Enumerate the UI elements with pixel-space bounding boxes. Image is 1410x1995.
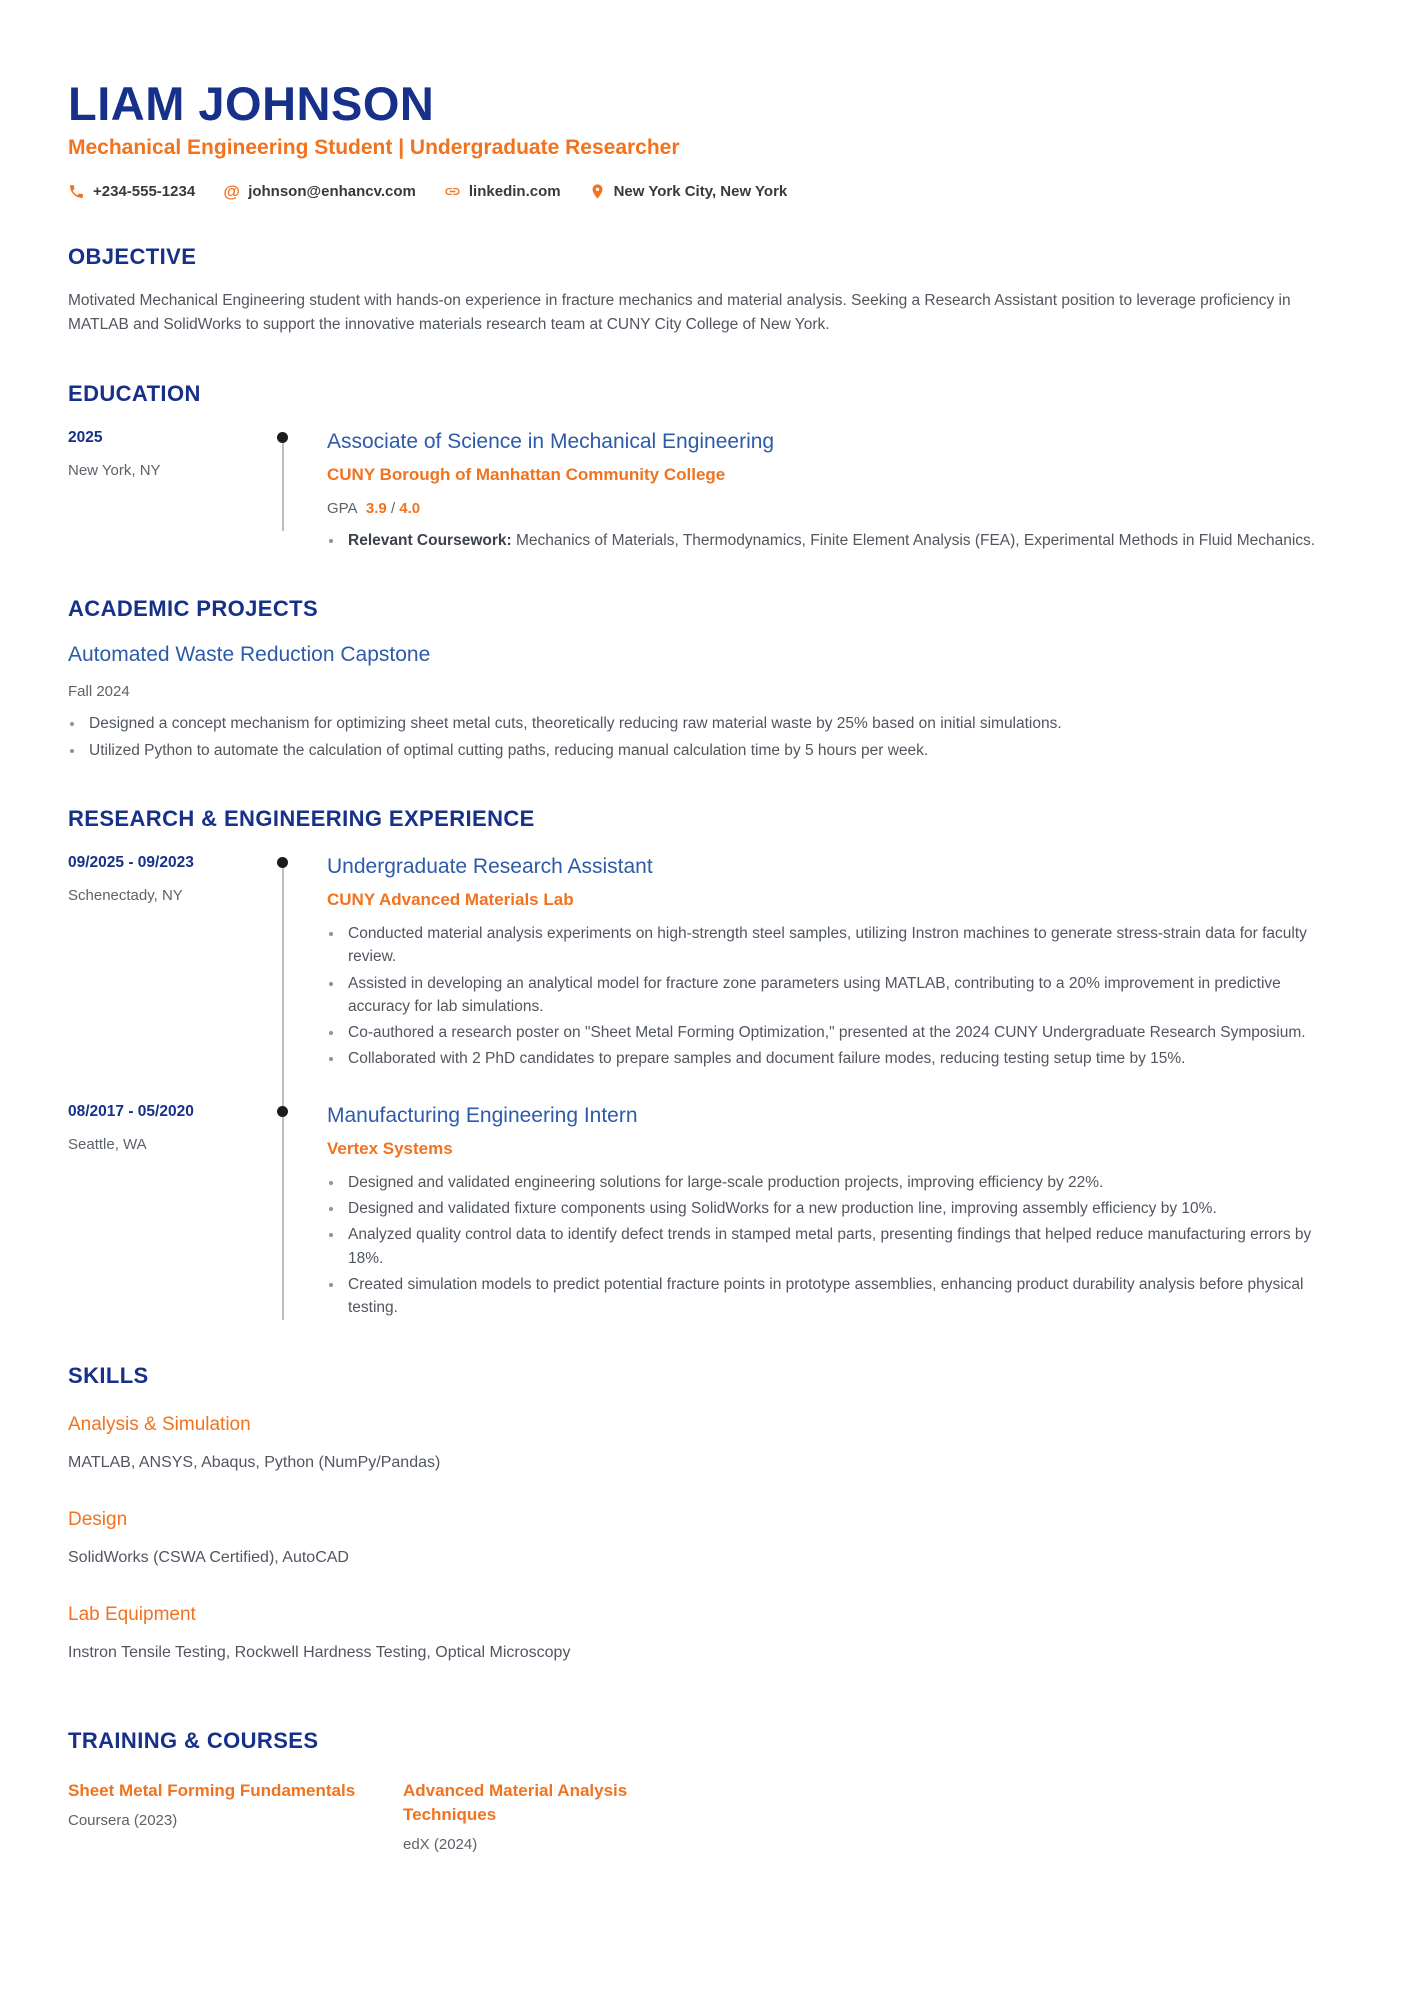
bullet-item [344, 529, 1342, 552]
coursework-text: Mechanics of Materials, Thermodynamics, Finite Element Analysis (FEA), Experimental Methods in Fluid Mechanics. [511, 532, 1316, 550]
experience-heading: RESEARCH & ENGINEERING EXPERIENCE [68, 805, 535, 831]
bullet-item: • Created simulation models to predict potential fracture points in prototype assemblies, enhancing product durability analysis before physical testing. [344, 1273, 1342, 1320]
bullet-item: • Collaborated with 2 PhD candidates to prepare samples and document failure modes, reducing testing setup time by 15%. [344, 1047, 1342, 1070]
education-section [68, 381, 1342, 552]
experience-dates: 08/2017 - 05/2020 [68, 1102, 194, 1120]
timeline-column [258, 854, 308, 1071]
skill-group-name: Lab Equipment [68, 1604, 196, 1626]
experience-content [308, 854, 1342, 1071]
experience-section [68, 806, 1342, 1319]
experience-bullets [327, 1171, 1342, 1320]
bullet-item: • Assisted in developing an analytical model for fracture zone parameters using MATLAB, contributing to a 20% improvement in predictive accuracy for lab simulations. [344, 972, 1342, 1019]
phone-number: +234-555-1234 [93, 183, 196, 200]
bullet-item: • Utilized Python to automate the calculation of optimal cutting paths, reducing manual calculation time by 5 hours per week. [85, 739, 1342, 762]
timeline-dot [277, 432, 288, 443]
bullet-item: • Designed a concept mechanism for optimizing sheet metal cuts, theoretically reducing raw material waste by 25% based on initial simulations. [85, 712, 1342, 735]
phone-icon [68, 183, 85, 200]
experience-bullets [327, 922, 1342, 1071]
training-heading: TRAINING & COURSES [68, 1728, 319, 1754]
bullet-item: • Designed and validated engineering solutions for large-scale production projects, improving efficiency by 22%. [344, 1171, 1342, 1194]
skill-group [68, 1509, 1342, 1567]
link-icon [444, 183, 461, 200]
phone-contact[interactable] [68, 183, 195, 200]
timeline-dot [277, 857, 288, 868]
education-entries [68, 429, 1342, 552]
project-title: Automated Waste Reduction Capstone [68, 643, 431, 667]
experience-meta [68, 1103, 258, 1320]
gpa-value: 3.9 [365, 500, 387, 518]
course-list [68, 1779, 1342, 1853]
candidate-name: LIAM JOHNSON [68, 77, 435, 130]
course-provider: edX (2024) [403, 1835, 478, 1853]
skill-group-name: Design [68, 1509, 128, 1531]
gpa-row [327, 500, 1342, 517]
skill-group-name: Analysis & Simulation [68, 1414, 251, 1436]
job-title: Manufacturing Engineering Intern [327, 1103, 638, 1127]
coursework-label: Relevant Coursework: [348, 532, 512, 550]
objective-section [68, 244, 1342, 337]
location-icon [589, 183, 606, 200]
course-title: Sheet Metal Forming Fundamentals [68, 1781, 356, 1801]
education-content [308, 429, 1342, 552]
education-meta [68, 429, 258, 552]
course-item [68, 1779, 378, 1829]
skill-group-items: Instron Tensile Testing, Rockwell Hardness Testing, Optical Microscopy [68, 1644, 571, 1662]
course-title: Advanced Material Analysis Techniques [403, 1781, 628, 1825]
school-name: CUNY Borough of Manhattan Community College [327, 465, 726, 485]
experience-entries [68, 854, 1342, 1319]
skill-group-items: SolidWorks (CSWA Certified), AutoCAD [68, 1549, 349, 1567]
course-item [403, 1779, 713, 1853]
skill-group [68, 1414, 1342, 1472]
candidate-headline: Mechanical Engineering Student | Undergraduate Researcher [68, 136, 680, 159]
bullet-item: • Conducted material analysis experiments on high-strength steel samples, utilizing Instron machines to generate stress-strain data for faculty review. [344, 922, 1342, 969]
timeline-column [258, 1103, 308, 1320]
email-contact[interactable] [223, 183, 416, 200]
education-location: New York, NY [68, 462, 161, 480]
at-icon: @ [223, 182, 240, 201]
gpa-max: 4.0 [399, 500, 421, 518]
location-text: New York City, New York [613, 183, 788, 200]
project-date: Fall 2024 [68, 683, 130, 701]
gpa-separator: / [390, 500, 396, 518]
education-entry [68, 429, 1342, 552]
objective-heading: OBJECTIVE [68, 244, 197, 269]
bullet-item: • Co-authored a research poster on "Sheet Metal Forming Optimization," presented at the 2024 CUNY Undergraduate Research Symposium. [344, 1021, 1342, 1044]
projects-section [68, 596, 1342, 762]
course-provider: Coursera (2023) [68, 1812, 178, 1830]
experience-location: Schenectady, NY [68, 886, 183, 904]
education-heading: EDUCATION [68, 381, 201, 407]
objective-text: Motivated Mechanical Engineering student with hands-on experience in fracture mechanics and material analysis. Seeking a Research Assistant position to leverage proficiency in MATLAB and SolidWorks to support the innovative materials research team at CUNY City College of New York. [68, 292, 1291, 334]
email-address: johnson@enhancv.com [248, 183, 416, 200]
skill-group [68, 1604, 1342, 1662]
experience-location: Seattle, WA [68, 1135, 147, 1153]
company-name: Vertex Systems [327, 1138, 453, 1158]
project-bullets [68, 712, 1342, 762]
experience-entry [68, 1103, 1342, 1320]
experience-meta [68, 854, 258, 1071]
education-bullets [327, 529, 1342, 552]
education-year: 2025 [68, 429, 103, 447]
contact-row [68, 183, 1342, 200]
degree-title: Associate of Science in Mechanical Engineering [327, 430, 775, 454]
timeline-column [258, 429, 308, 552]
experience-dates: 09/2025 - 09/2023 [68, 853, 194, 871]
resume-header [68, 77, 1342, 201]
job-title: Undergraduate Research Assistant [327, 854, 653, 878]
location-contact [589, 183, 788, 200]
skill-group-items: MATLAB, ANSYS, Abaqus, Python (NumPy/Pandas) [68, 1454, 441, 1472]
experience-content [308, 1103, 1342, 1320]
training-section [68, 1728, 1342, 1853]
timeline-dot [277, 1106, 288, 1117]
experience-entry [68, 854, 1342, 1071]
bullet-item: • Analyzed quality control data to identify defect trends in stamped metal parts, presenting findings that helped reduce manufacturing errors by 18%. [344, 1223, 1342, 1270]
linkedin-contact[interactable] [444, 183, 561, 200]
projects-heading: ACADEMIC PROJECTS [68, 596, 319, 622]
skills-heading: SKILLS [68, 1363, 149, 1389]
skills-section [68, 1363, 1342, 1662]
company-name: CUNY Advanced Materials Lab [327, 890, 574, 910]
linkedin-url: linkedin.com [468, 183, 561, 200]
bullet-item: • Designed and validated fixture components using SolidWorks for a new production line, improving assembly efficiency by 10%. [344, 1197, 1342, 1220]
gpa-label: GPA [327, 500, 358, 518]
